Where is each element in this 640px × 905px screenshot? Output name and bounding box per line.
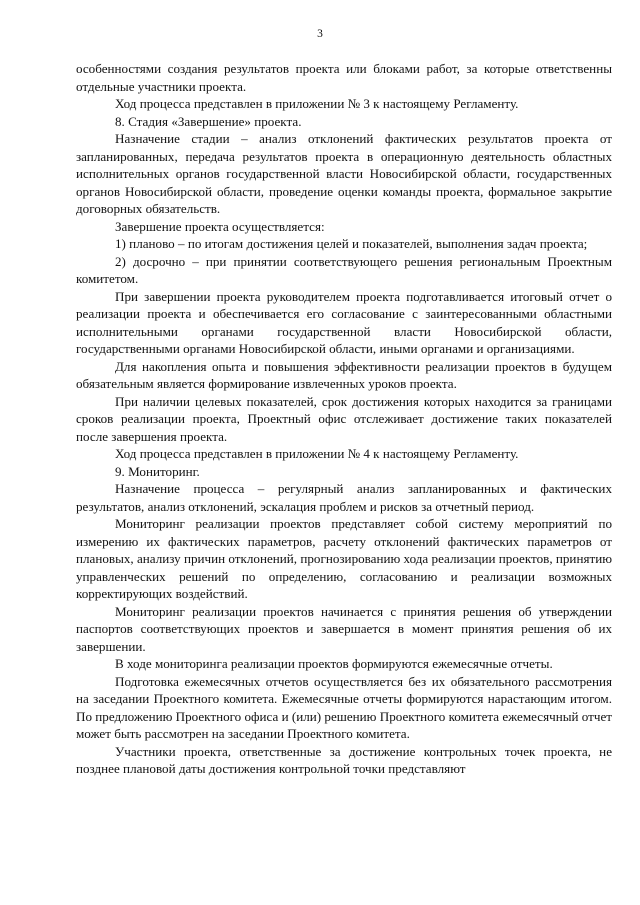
section-heading: 9. Мониторинг. (115, 463, 200, 479)
paragraph: Назначение процесса – регулярный анализ запланированных и фактических результатов, анализ отклонений, эскалация проблем и рисков за отчетный период. (76, 481, 612, 514)
section-heading: 8. Стадия «Завершение» проекта. (115, 113, 302, 129)
paragraph: При наличии целевых показателей, срок достижения которых находится за границами сроков реализации проекта, Проектный офис отслеживает достижение таких показателей после завершения проекта. (76, 393, 612, 444)
paragraph: Мониторинг реализации проектов представляет собой систему мероприятий по измерению их фактических параметров, расчету отклонений фактических параметров от плановых, анализу причин отклонений, прогнозированию хода реализации проектов, принятию управленческих решений по определению, согласованию и реализации возможных корректирующих воздействий. (76, 516, 612, 601)
document-body (76, 60, 612, 778)
page-number: 3 (317, 28, 323, 40)
paragraph: Для накопления опыта и повышения эффективности реализации проектов в будущем обязательным является формирование извлеченных уроков проекта. (76, 358, 612, 391)
paragraph: Мониторинг реализации проектов начинается с принятия решения об утверждении паспортов соответствующих проектов и завершается в момент принятия решения об их завершении. (76, 603, 612, 654)
paragraph: Назначение стадии – анализ отклонений фактических результатов проекта от запланированных, передача результатов проекта в операционную деятельность областных исполнительных органов государственной власти Новосибирской области, государственных органов Новосибирской области, проведение оценки команды проекта, формальное закрытие договорных обязательств. (76, 131, 612, 216)
paragraph: Подготовка ежемесячных отчетов осуществляется без их обязательного рассмотрения на заседании Проектного комитета. Ежемесячные отчеты формируются нарастающим итогом. По предложению Проектного офиса и (или) решению Проектного комитета ежемесячный отчет может быть рассмотрен на заседании Проектного комитета. (76, 673, 613, 741)
paragraph: Ход процесса представлен в приложении № 3 к настоящему Регламенту. (115, 96, 519, 111)
paragraph: Завершение проекта осуществляется: (115, 218, 325, 234)
list-item: 1) планово – по итогам достижения целей и показателей, выполнения задач проекта; (115, 236, 588, 251)
paragraph: Ход процесса представлен в приложении № 4 к настоящему Регламенту. (115, 446, 519, 461)
paragraph-continuation: особенностями создания результатов проекта или блоками работ, за которые ответственны отдельные участники проекта. (76, 61, 612, 94)
paragraph: Участники проекта, ответственные за достижение контрольных точек проекта, не позднее плановой даты достижения контрольной точки представляют (76, 743, 612, 776)
paragraph: При завершении проекта руководителем проекта подготавливается итоговый отчет о реализации проекта и обеспечивается его согласование с заинтересованными областными исполнительными органами государственной власти Новосибирской области, государственными органами Новосибирской области, иными органами и организациями. (76, 288, 612, 356)
paragraph: В ходе мониторинга реализации проектов формируются ежемесячные отчеты. (115, 656, 553, 671)
list-item: 2) досрочно – при принятии соответствующего решения региональным Проектным комитетом. (76, 253, 612, 286)
